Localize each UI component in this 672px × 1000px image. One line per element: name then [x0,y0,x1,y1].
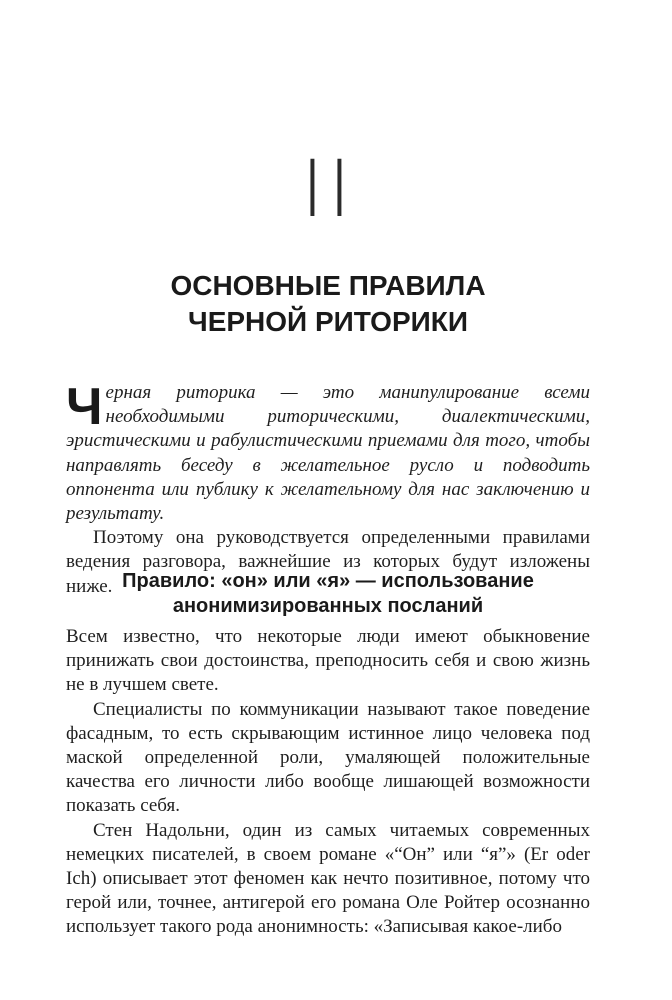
section-body [66,625,590,940]
intro-italic-text: ерная риторика — это манипулирование всеми необходимыми риторическими, диалектическими, эристическими и рабулистическими приемами для того, чтобы направлять беседу в желательное русло и подводить оппонента или публику к желательному для нас заключению и результату. [66,382,590,525]
chapter-title-line-2: ЧЕРНОЙ РИТОРИКИ [188,306,468,337]
chapter-intro [66,378,590,599]
drop-cap: Ч [66,378,103,436]
section-paragraph-3: Стен Надольни, один из самых читаемых современных немецких писателей, в своем романе «“Он” или “я”» (Er oder Ich) описывает этот феномен как нечто позитивное, потому что герой или, точнее, антигерой его романа Оле Ройтер осознанно использует такого рода анонимность: «Записывая какое-либо [66,819,590,938]
section-title-line-2: анонимизированных посланий [172,595,484,617]
intro-paragraph-2: Поэтому она руководствуется определенными правилами ведения разговора, важнейшие из которых будут изложены ниже. [66,527,590,597]
intro-paragraph [66,378,590,526]
section-paragraph-1: Всем известно, что некоторые люди имеют обыкновение принижать свои достоинства, преподносить себя и свою жизнь не в лучшем свете. [66,626,590,696]
section-title-line-1: Правило: «он» или «я» — использование [122,570,534,592]
section-paragraph-2: Специалисты по коммуникации называют такое поведение фасадным, то есть скрывающим истинное лицо человека под маской определенной роли, умаляющей положительные качества его личности либо вообще лишающей возможности показать себя. [66,698,590,817]
chapter-title [66,268,590,340]
section-title [66,569,590,619]
chapter-title-line-1: ОСНОВНЫЕ ПРАВИЛА [170,270,486,301]
part-numeral: II [300,145,355,235]
